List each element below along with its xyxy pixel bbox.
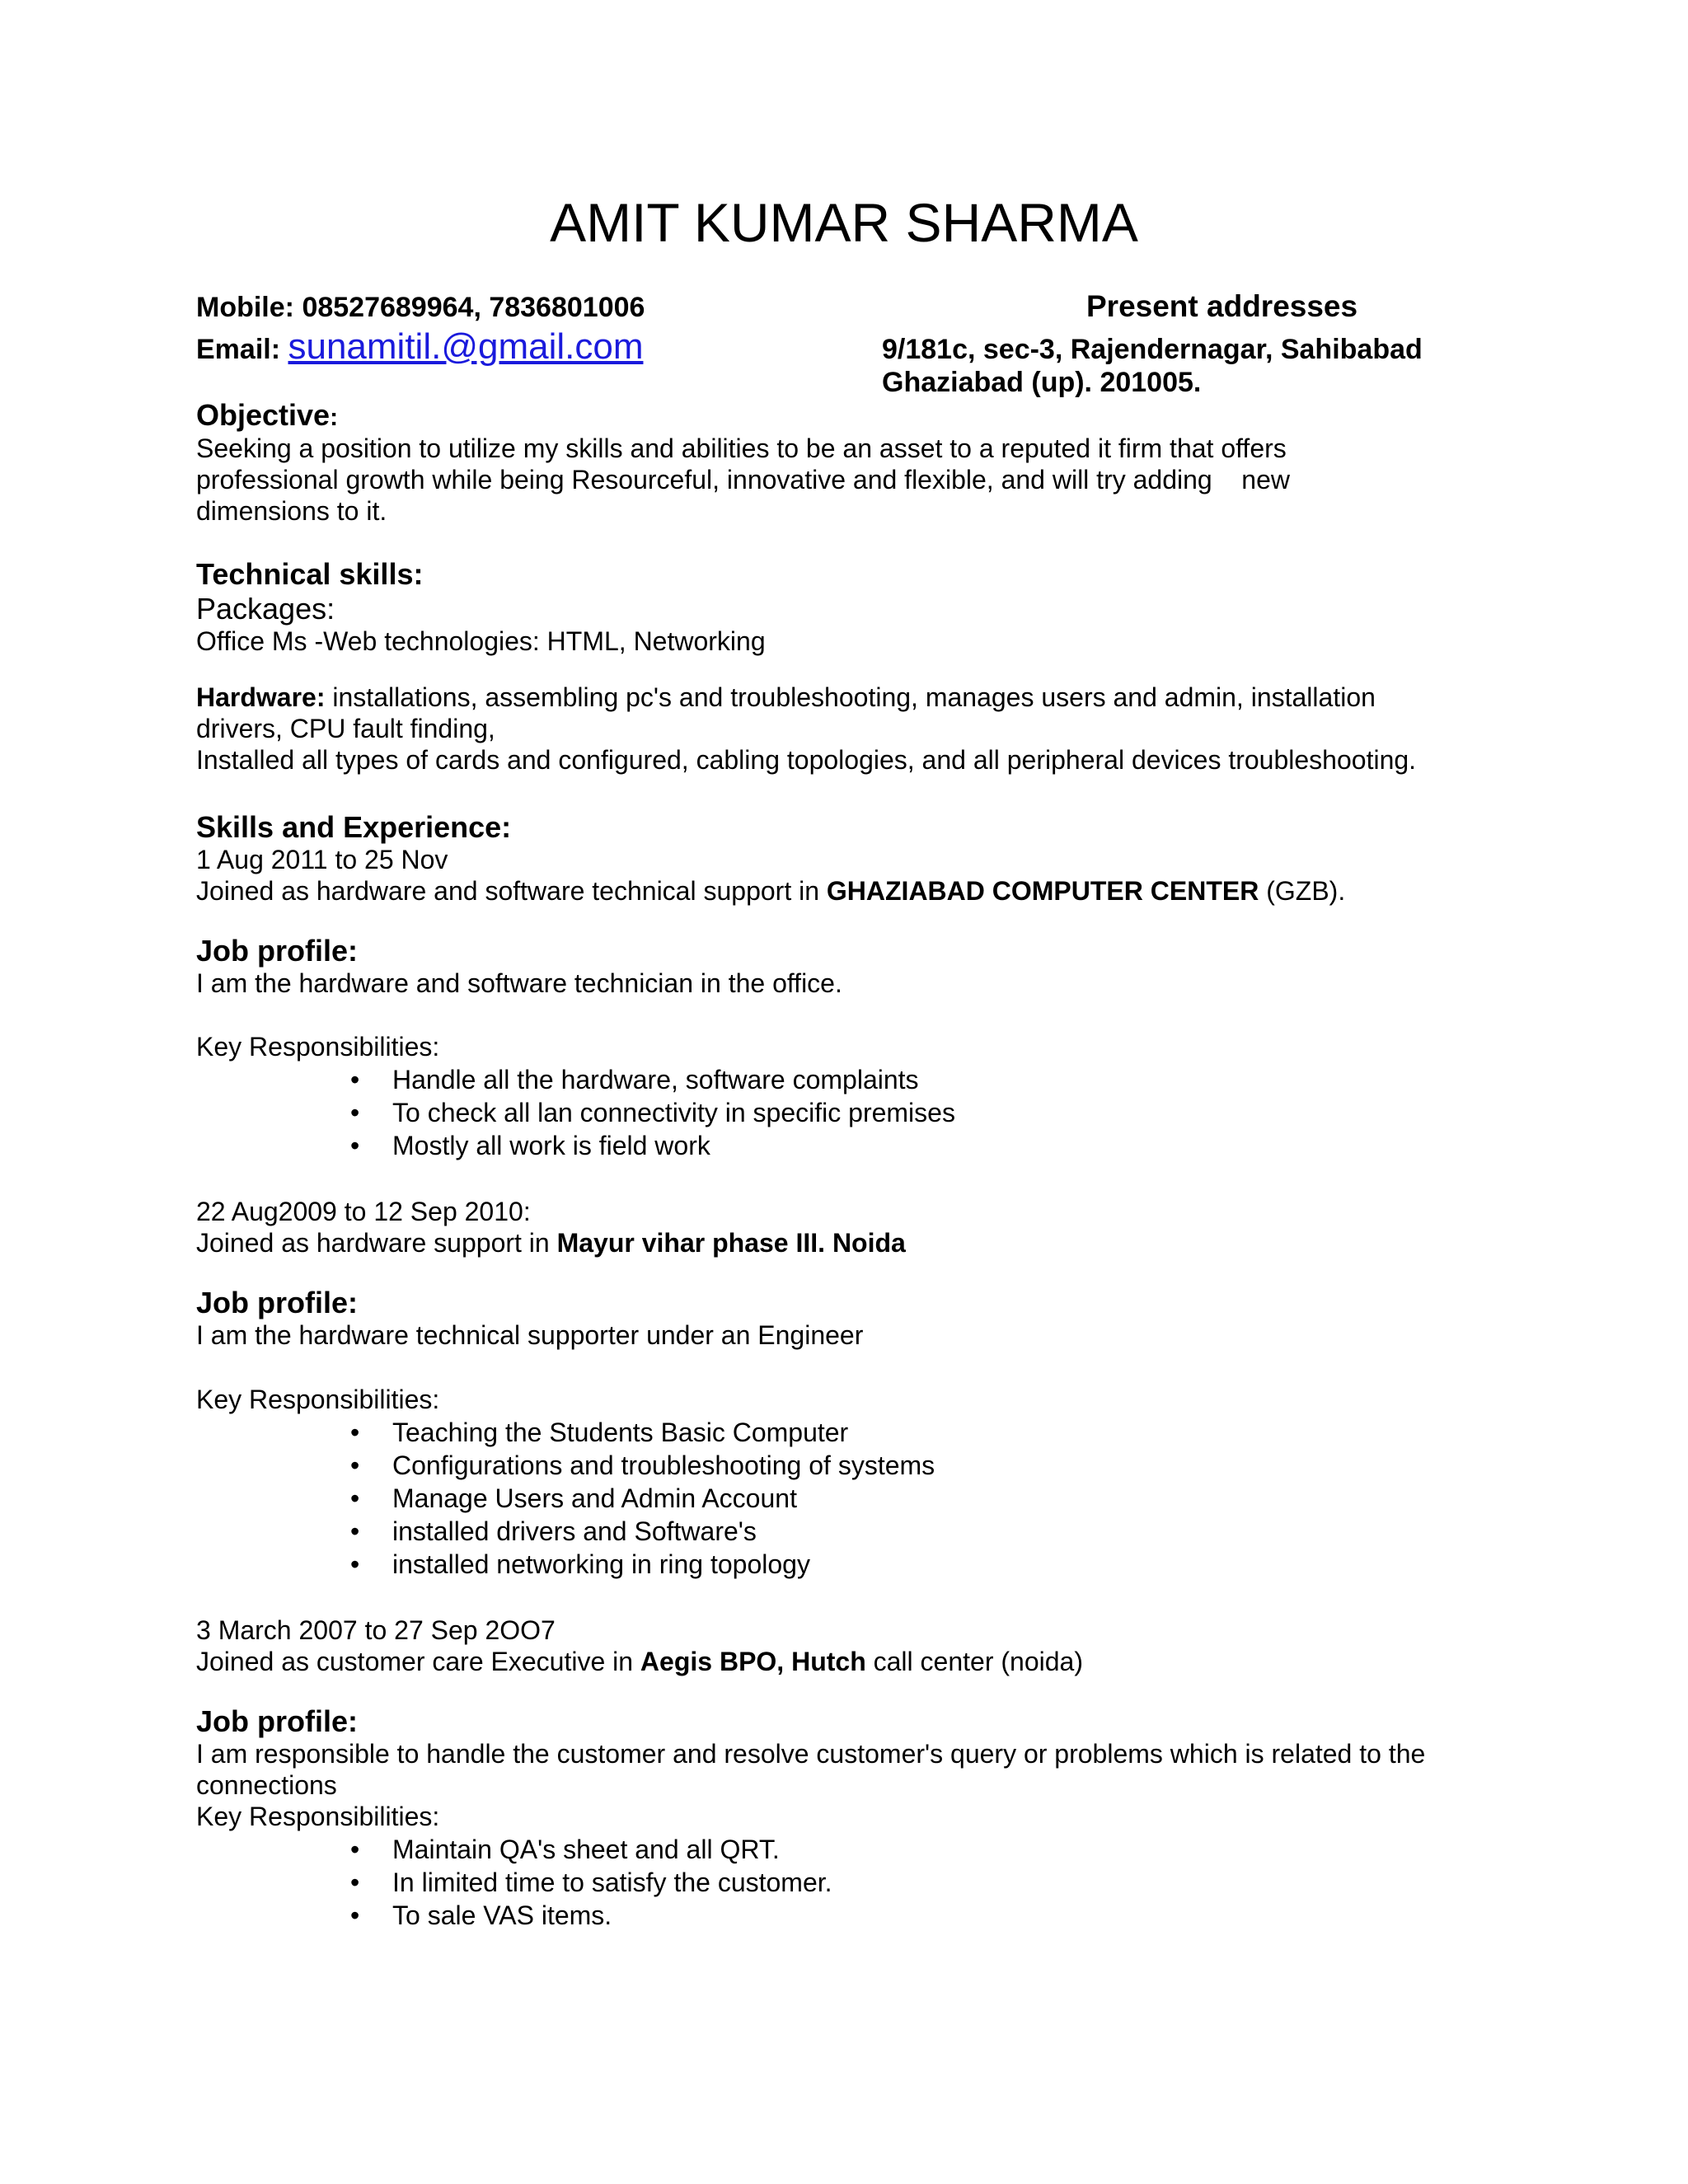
mobile-line [196, 292, 645, 324]
list-item [350, 1098, 955, 1128]
mobile-numbers: 08527689964, 7836801006 [302, 292, 645, 323]
bullet-icon: • [350, 1098, 360, 1127]
job2-dates: 22 Aug2009 to 12 Sep 2010: [196, 1197, 531, 1226]
bullet-icon: • [350, 1549, 360, 1579]
job3-profile-line-2: connections [196, 1770, 337, 1800]
candidate-name: AMIT KUMAR SHARMA [550, 192, 1138, 253]
job1-joined-text: Joined as hardware and software technical support in [196, 876, 827, 906]
list-item [350, 1065, 919, 1095]
list-item-text: Teaching the Students Basic Computer [392, 1418, 849, 1447]
technical-skills-heading: Technical skills: [196, 557, 424, 591]
job1-dates: 1 Aug 2011 to 25 Nov [196, 845, 448, 874]
objective-line-2: professional growth while being Resourceful, innovative and flexible, and will try adding new [196, 465, 1290, 494]
job3-joined [196, 1647, 1083, 1677]
list-item-text: Maintain QA's sheet and all QRT. [392, 1835, 780, 1864]
experience-heading: Skills and Experience: [196, 810, 512, 844]
objective-line-3: dimensions to it. [196, 496, 387, 526]
job3-profile-line-1: I am responsible to handle the customer and resolve customer's query or problems which is related to the [196, 1739, 1426, 1769]
objective-line-1: Seeking a position to utilize my skills and abilities to be an asset to a reputed it firm that offers [196, 434, 1287, 463]
hardware-label: Hardware: [196, 682, 326, 712]
bullet-icon: • [350, 1131, 360, 1160]
mobile-label: Mobile: [196, 292, 302, 323]
objective-heading-colon: : [330, 404, 339, 431]
job3-dates: 3 March 2007 to 27 Sep 2OO7 [196, 1615, 556, 1645]
list-item [350, 1131, 710, 1161]
job2-company: Mayur vihar phase III. Noida [556, 1228, 906, 1258]
list-item-text: installed networking in ring topology [392, 1549, 810, 1579]
job2-profile-text: I am the hardware technical supporter under an Engineer [196, 1320, 864, 1350]
job2-joined [196, 1228, 906, 1258]
address-line-1: 9/181c, sec-3, Rajendernagar, Sahibabad [882, 334, 1423, 365]
list-item [350, 1418, 849, 1448]
job3-joined-text: Joined as customer care Executive in [196, 1647, 640, 1676]
hardware-line-3: Installed all types of cards and configured, cabling topologies, and all peripheral devices troubleshooting. [196, 745, 1417, 775]
list-item-text: Configurations and troubleshooting of systems [392, 1451, 935, 1480]
list-item [350, 1549, 810, 1580]
list-item [350, 1483, 797, 1514]
bullet-icon: • [350, 1418, 360, 1447]
job1-joined-suffix: (GZB). [1259, 876, 1346, 906]
bullet-icon: • [350, 1483, 360, 1513]
job3-responsibilities-label: Key Responsibilities: [196, 1802, 440, 1831]
job1-responsibilities-label: Key Responsibilities: [196, 1032, 440, 1062]
job1-profile-heading: Job profile: [196, 934, 358, 968]
hardware-line-2: drivers, CPU fault finding, [196, 714, 495, 743]
job1-company: GHAZIABAD COMPUTER CENTER [826, 876, 1259, 906]
email-label: Email: [196, 334, 288, 365]
hardware-text-1: installations, assembling pc's and troubleshooting, manages users and admin, installation [325, 682, 1376, 712]
job3-joined-suffix: call center (noida) [865, 1647, 1083, 1676]
list-item-text: In limited time to satisfy the customer. [392, 1868, 832, 1897]
job2-joined-text: Joined as hardware support in [196, 1228, 557, 1258]
bullet-icon: • [350, 1451, 360, 1480]
list-item [350, 1516, 757, 1547]
bullet-icon: • [350, 1835, 360, 1864]
list-item [350, 1900, 612, 1931]
list-item-text: Manage Users and Admin Account [392, 1483, 797, 1513]
bullet-icon: • [350, 1516, 360, 1546]
job1-profile-text: I am the hardware and software technician in the office. [196, 968, 842, 998]
objective-heading [196, 398, 338, 433]
list-item-text: Handle all the hardware, software complaints [392, 1065, 919, 1094]
email-line [196, 326, 643, 368]
address-heading: Present addresses [1086, 289, 1358, 323]
bullet-icon: • [350, 1868, 360, 1897]
job1-joined [196, 876, 1345, 907]
job2-profile-heading: Job profile: [196, 1286, 358, 1319]
job2-responsibilities-label: Key Responsibilities: [196, 1385, 440, 1414]
bullet-icon: • [350, 1065, 360, 1094]
packages-text: Office Ms -Web technologies: HTML, Networking [196, 626, 766, 656]
list-item-text: installed drivers and Software's [392, 1516, 757, 1546]
list-item [350, 1835, 780, 1865]
list-item-text: To check all lan connectivity in specific premises [392, 1098, 955, 1127]
hardware-line-1 [196, 682, 1376, 713]
packages-label: Packages: [196, 592, 335, 626]
list-item-text: To sale VAS items. [392, 1900, 612, 1930]
list-item [350, 1451, 935, 1481]
objective-heading-text: Objective [196, 398, 331, 432]
list-item-text: Mostly all work is field work [392, 1131, 710, 1160]
bullet-icon: • [350, 1900, 360, 1930]
job3-company: Aegis BPO, Hutch [640, 1647, 866, 1676]
job3-profile-heading: Job profile: [196, 1704, 358, 1738]
email-link[interactable]: sunamitil.@gmail.com [288, 326, 644, 367]
address-line-2: Ghaziabad (up). 201005. [882, 367, 1202, 398]
list-item [350, 1868, 832, 1898]
